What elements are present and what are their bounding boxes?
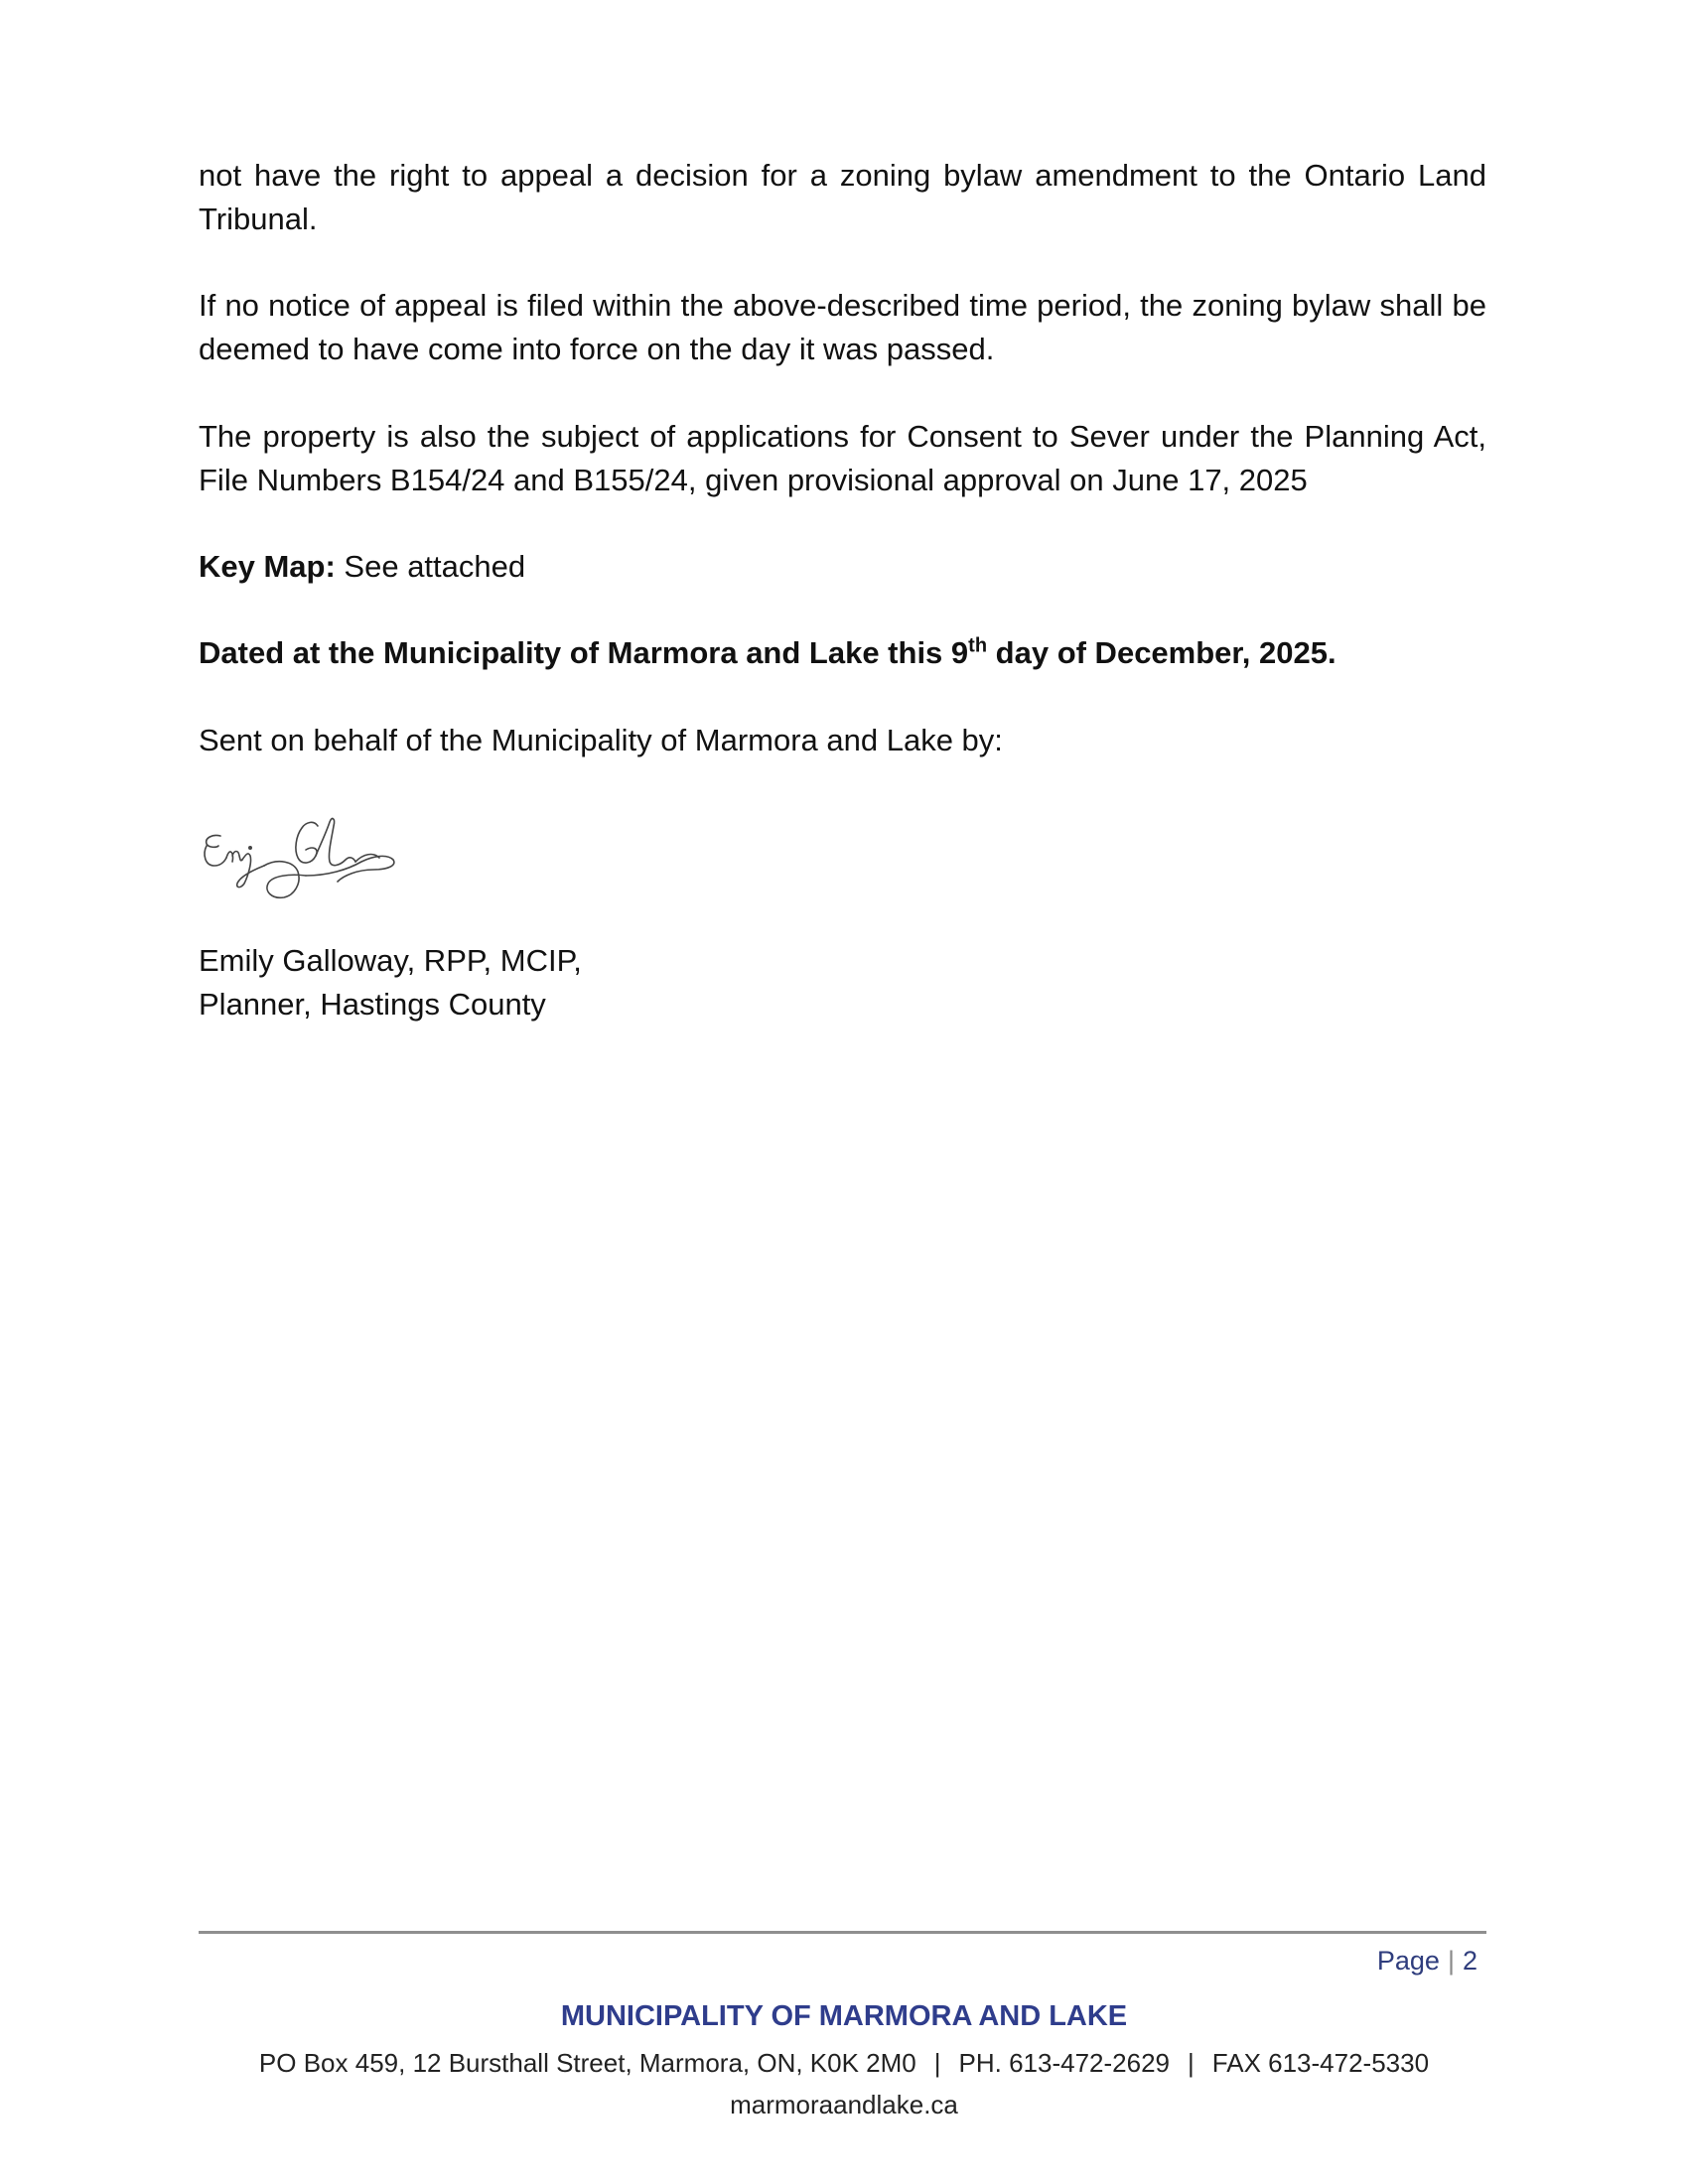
page-label: Page (1376, 1946, 1440, 1976)
footer-divider-2: | (1188, 2048, 1195, 2078)
page-separator: | (1447, 1946, 1455, 1976)
dated-suffix: day of December, 2025. (987, 635, 1336, 670)
footer-divider (199, 1931, 1486, 1934)
sent-on-behalf-line: Sent on behalf of the Municipality of Marmora and Lake by: (199, 723, 1003, 757)
footer-website: marmoraandlake.ca (730, 2090, 958, 2119)
page-number-value: 2 (1462, 1946, 1477, 1976)
footer-phone: PH. 613-472-2629 (958, 2048, 1171, 2078)
dated-prefix: Dated at the Municipality of Marmora and Lake this 9 (199, 635, 969, 670)
signer-title: Planner, Hastings County (199, 987, 546, 1022)
handwritten-signature (199, 804, 437, 913)
footer-address: PO Box 459, 12 Bursthall Street, Marmora, ON, K0K 2M0 (258, 2048, 916, 2078)
key-map-label: Key Map: (199, 549, 336, 584)
paragraph-appeal-right: not have the right to appeal a decision for a zoning bylaw amendment to the Ontario Land Tribunal. (199, 158, 1486, 236)
key-map-value: See attached (335, 549, 526, 584)
page-number (1377, 1946, 1477, 1977)
paragraph-consent-to-sever: The property is also the subject of applications for Consent to Sever under the Planning Act, File Numbers B154/24 and B155/24, given provisional approval on June 17, 2025 (199, 419, 1486, 497)
paragraph-no-appeal: If no notice of appeal is filed within the above-described time period, the zoning bylaw shall be deemed to have come into force on the day it was passed. (199, 288, 1486, 366)
signer-name: Emily Galloway, RPP, MCIP, (199, 943, 582, 978)
footer-organization: MUNICIPALITY OF MARMORA AND LAKE (560, 2000, 1128, 2032)
footer-divider-1: | (933, 2048, 941, 2078)
dated-line (199, 631, 1486, 675)
dated-ordinal-suffix: th (968, 634, 988, 657)
key-map-line (199, 545, 1486, 589)
footer-fax: FAX 613-472-5330 (1211, 2048, 1430, 2078)
signer-block (199, 939, 582, 1026)
footer-contact-line (0, 2048, 1688, 2079)
